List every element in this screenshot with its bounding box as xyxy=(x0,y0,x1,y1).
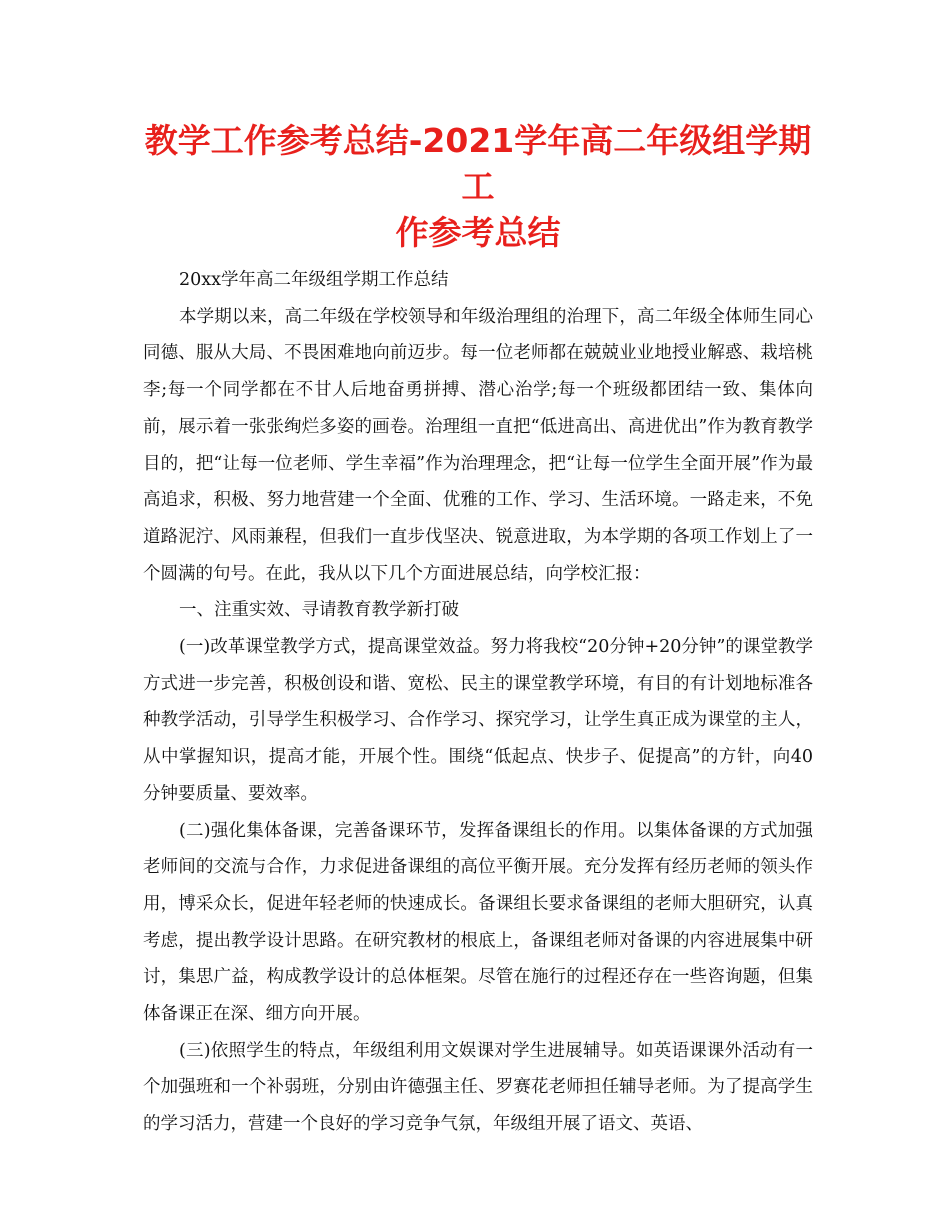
title-line-1: 教学工作参考总结-2021学年高二年级组学期工 xyxy=(144,121,812,206)
body-paragraph-3: (三)依照学生的特点，年级组利用文娱课对学生进展辅导。如英语课课外活动有一个加强班和一个补弱班，分别由许德强主任、罗赛花老师担任辅导老师。为了提高学生的学习活力，营建一个良好的学习竞争气氛，年级组开展了语文、英语、 xyxy=(143,1040,813,1135)
document-page xyxy=(143,118,813,1143)
subtitle-paragraph: 20xx学年高二年级组学期工作总结 xyxy=(179,270,449,290)
section-heading: 一、注重实效、寻请教育教学新打破 xyxy=(179,600,459,621)
title-line-2: 作参考总结 xyxy=(395,213,561,252)
document-title xyxy=(143,118,813,256)
intro-paragraph: 本学期以来，高二年级在学校领导和年级治理组的治理下，高二年级全体师生同心同德、服从大局、不畏困难地向前迈步。每一位老师都在兢兢业业地授业解惑、栽培桃李;每一个同学都在不甘人后地奋勇拼搏、潜心治学;每一个班级都团结一致、集体向前，展示着一张张绚烂多姿的画卷。治理组一直把“低进高出、高进优出”作为教育教学目的，把“让每一位老师、学生幸福”作为治理理念，把“让每一位学生全面开展”作为最高追求，积极、努力地营建一个全面、优雅的工作、学习、生活环境。一路走来，不免道路泥泞、风雨兼程，但我们一直步伐坚决、锐意进取，为本学期的各项工作划上了一个圆满的句号。在此，我从以下几个方面进展总结，向学校汇报： xyxy=(143,306,813,584)
body-paragraph-1: (一)改革课堂教学方式，提高课堂效益。努力将我校“20分钟+20分钟”的课堂教学方式进一步完善，积极创设和谐、宽松、民主的课堂教学环境，有目的有计划地标准各种教学活动，引导学生积极学习、合作学习、探究学习，让学生真正成为课堂的主人，从中掌握知识，提高才能，开展个性。围绕“低起点、快步子、促提高”的方针，向40分钟要质量、要效率。 xyxy=(143,637,813,804)
body-paragraph-2: (二)强化集体备课，完善备课环节，发挥备课组长的作用。以集体备课的方式加强老师间的交流与合作，力求促进备课组的高位平衡开展。充分发挥有经历老师的领头作用，博采众长，促进年轻老师的快速成长。备课组长要求备课组的老师大胆研究，认真考虑，提出教学设计思路。在研究教材的根底上，备课组老师对备课的内容进展集中研讨，集思广益，构成教学设计的总体框架。尽管在施行的过程还存在一些咨询题，但集体备课正在深、细方向开展。 xyxy=(143,820,813,1025)
